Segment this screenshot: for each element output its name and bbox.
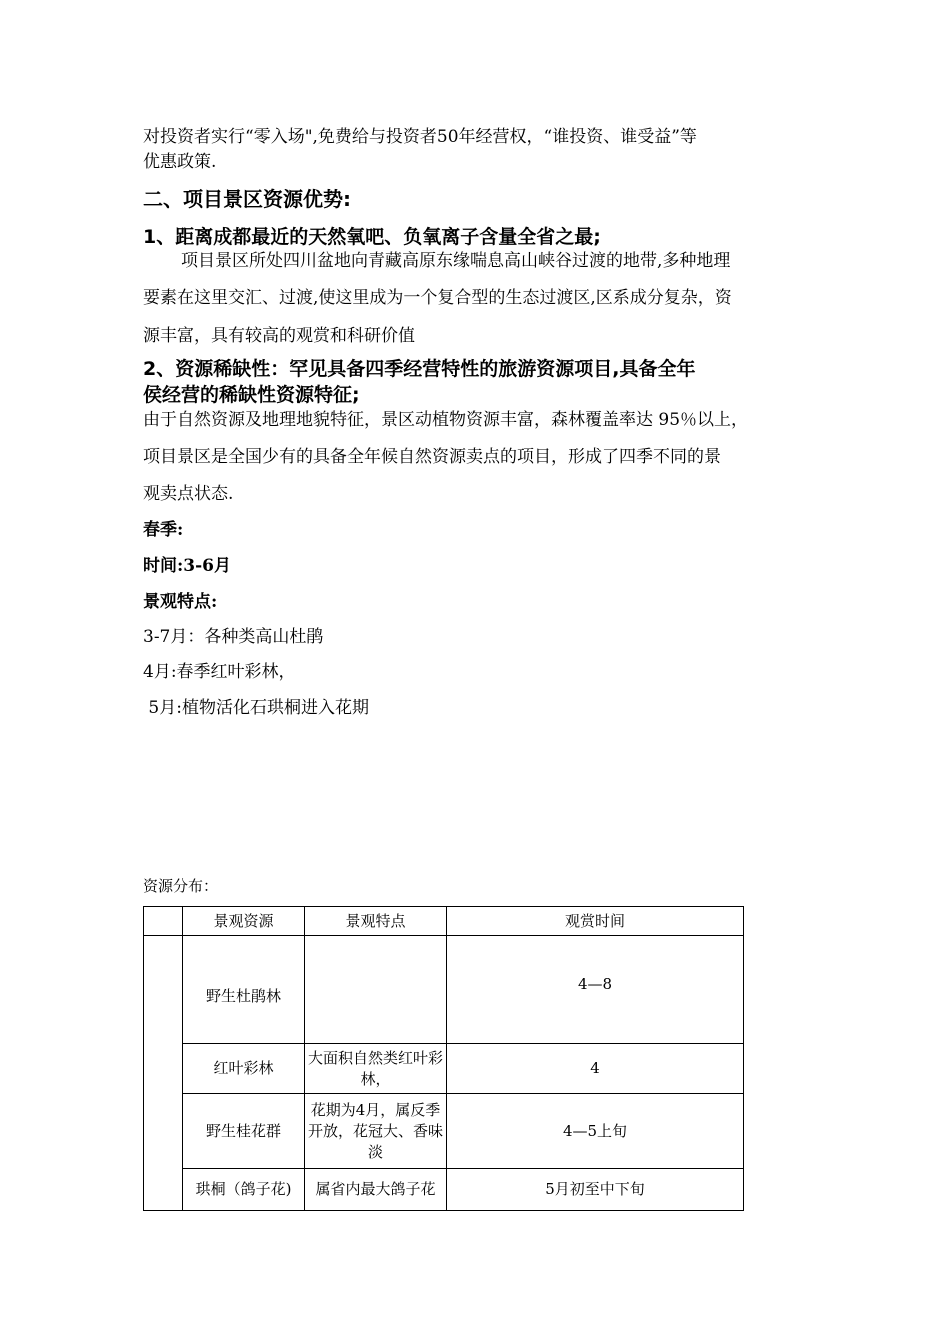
table-header-row [144, 907, 744, 936]
spring-feature-1: 3-7月：各种类高山杜鹃 [143, 627, 324, 647]
item2-line-3: 观卖点状态. [143, 484, 234, 504]
cell-resource [183, 936, 305, 1044]
item1-line-1: 项目景区所处四川盆地向青藏高原东缘喘息高山峡谷过渡的地带,多种地理 [181, 251, 731, 271]
table-row [144, 1094, 744, 1169]
table-row [144, 936, 744, 1044]
resource-text: 野生杜鹃林 [205, 987, 281, 1005]
cell-feature: 属省内最大鸽子花 [305, 1169, 447, 1211]
cell-feature: 花期为4月，属反季开放，花冠大、香味淡 [305, 1094, 447, 1169]
item2-line-2: 项目景区是全国少有的具备全年候自然资源卖点的项目，形成了四季不同的景 [143, 447, 721, 467]
spring-feature-2: 4月:春季红叶彩林， [143, 662, 296, 682]
resource-table [143, 906, 744, 1211]
item2-line-1: 由于自然资源及地理地貌特征，景区动植物资源丰富，森林覆盖率达 95％以上， [143, 410, 749, 430]
cell-feature [305, 936, 447, 1044]
spring-title: 春季: [143, 520, 184, 540]
cell-time: 5月初至中下旬 [447, 1169, 744, 1211]
item2-heading-line-1: 2、资源稀缺性：罕见具备四季经营特性的旅游资源项目,具备全年 [143, 358, 696, 380]
spring-time: 时间:3-6月 [143, 556, 231, 576]
item2-heading-line-2: 侯经营的稀缺性资源特征; [143, 384, 360, 406]
section-heading: 二、项目景区资源优势: [143, 187, 351, 211]
cell-time [447, 936, 744, 1044]
cell-time: 4 [447, 1044, 744, 1094]
table-caption: 资源分布： [143, 877, 219, 895]
intro-line-1: 对投资者实行“零入场",免费给与投资者50年经营权，“谁投资、谁受益”等 [143, 127, 697, 147]
spring-feature-3: 5月:植物活化石珙桐进入花期 [143, 698, 369, 718]
cell-time: 4—5上旬 [447, 1094, 744, 1169]
item1-line-2: 要素在这里交汇、过渡,使这里成为一个复合型的生态过渡区,区系成分复杂，资 [143, 288, 732, 308]
cell-resource: 珙桐（鸽子花) [183, 1169, 305, 1211]
cell-resource: 野生桂花群 [183, 1094, 305, 1169]
cell-resource: 红叶彩林 [183, 1044, 305, 1094]
item1-heading: 1、距离成都最近的天然氧吧、负氧离子含量全省之最; [143, 226, 601, 248]
header-feature: 景观特点 [305, 907, 447, 936]
cell-feature: 大面积自然类红叶彩林， [305, 1044, 447, 1094]
header-time: 观赏时间 [447, 907, 744, 936]
table-row [144, 1169, 744, 1211]
time-text: 4—8 [577, 975, 613, 993]
header-blank [144, 907, 183, 936]
header-resource: 景观资源 [183, 907, 305, 936]
merged-side-cell [144, 936, 183, 1211]
item1-line-3: 源丰富，具有较高的观赏和科研价值 [143, 326, 415, 346]
intro-line-2: 优惠政策. [143, 152, 217, 172]
spring-features-title: 景观特点: [143, 592, 218, 612]
table-row [144, 1044, 744, 1094]
